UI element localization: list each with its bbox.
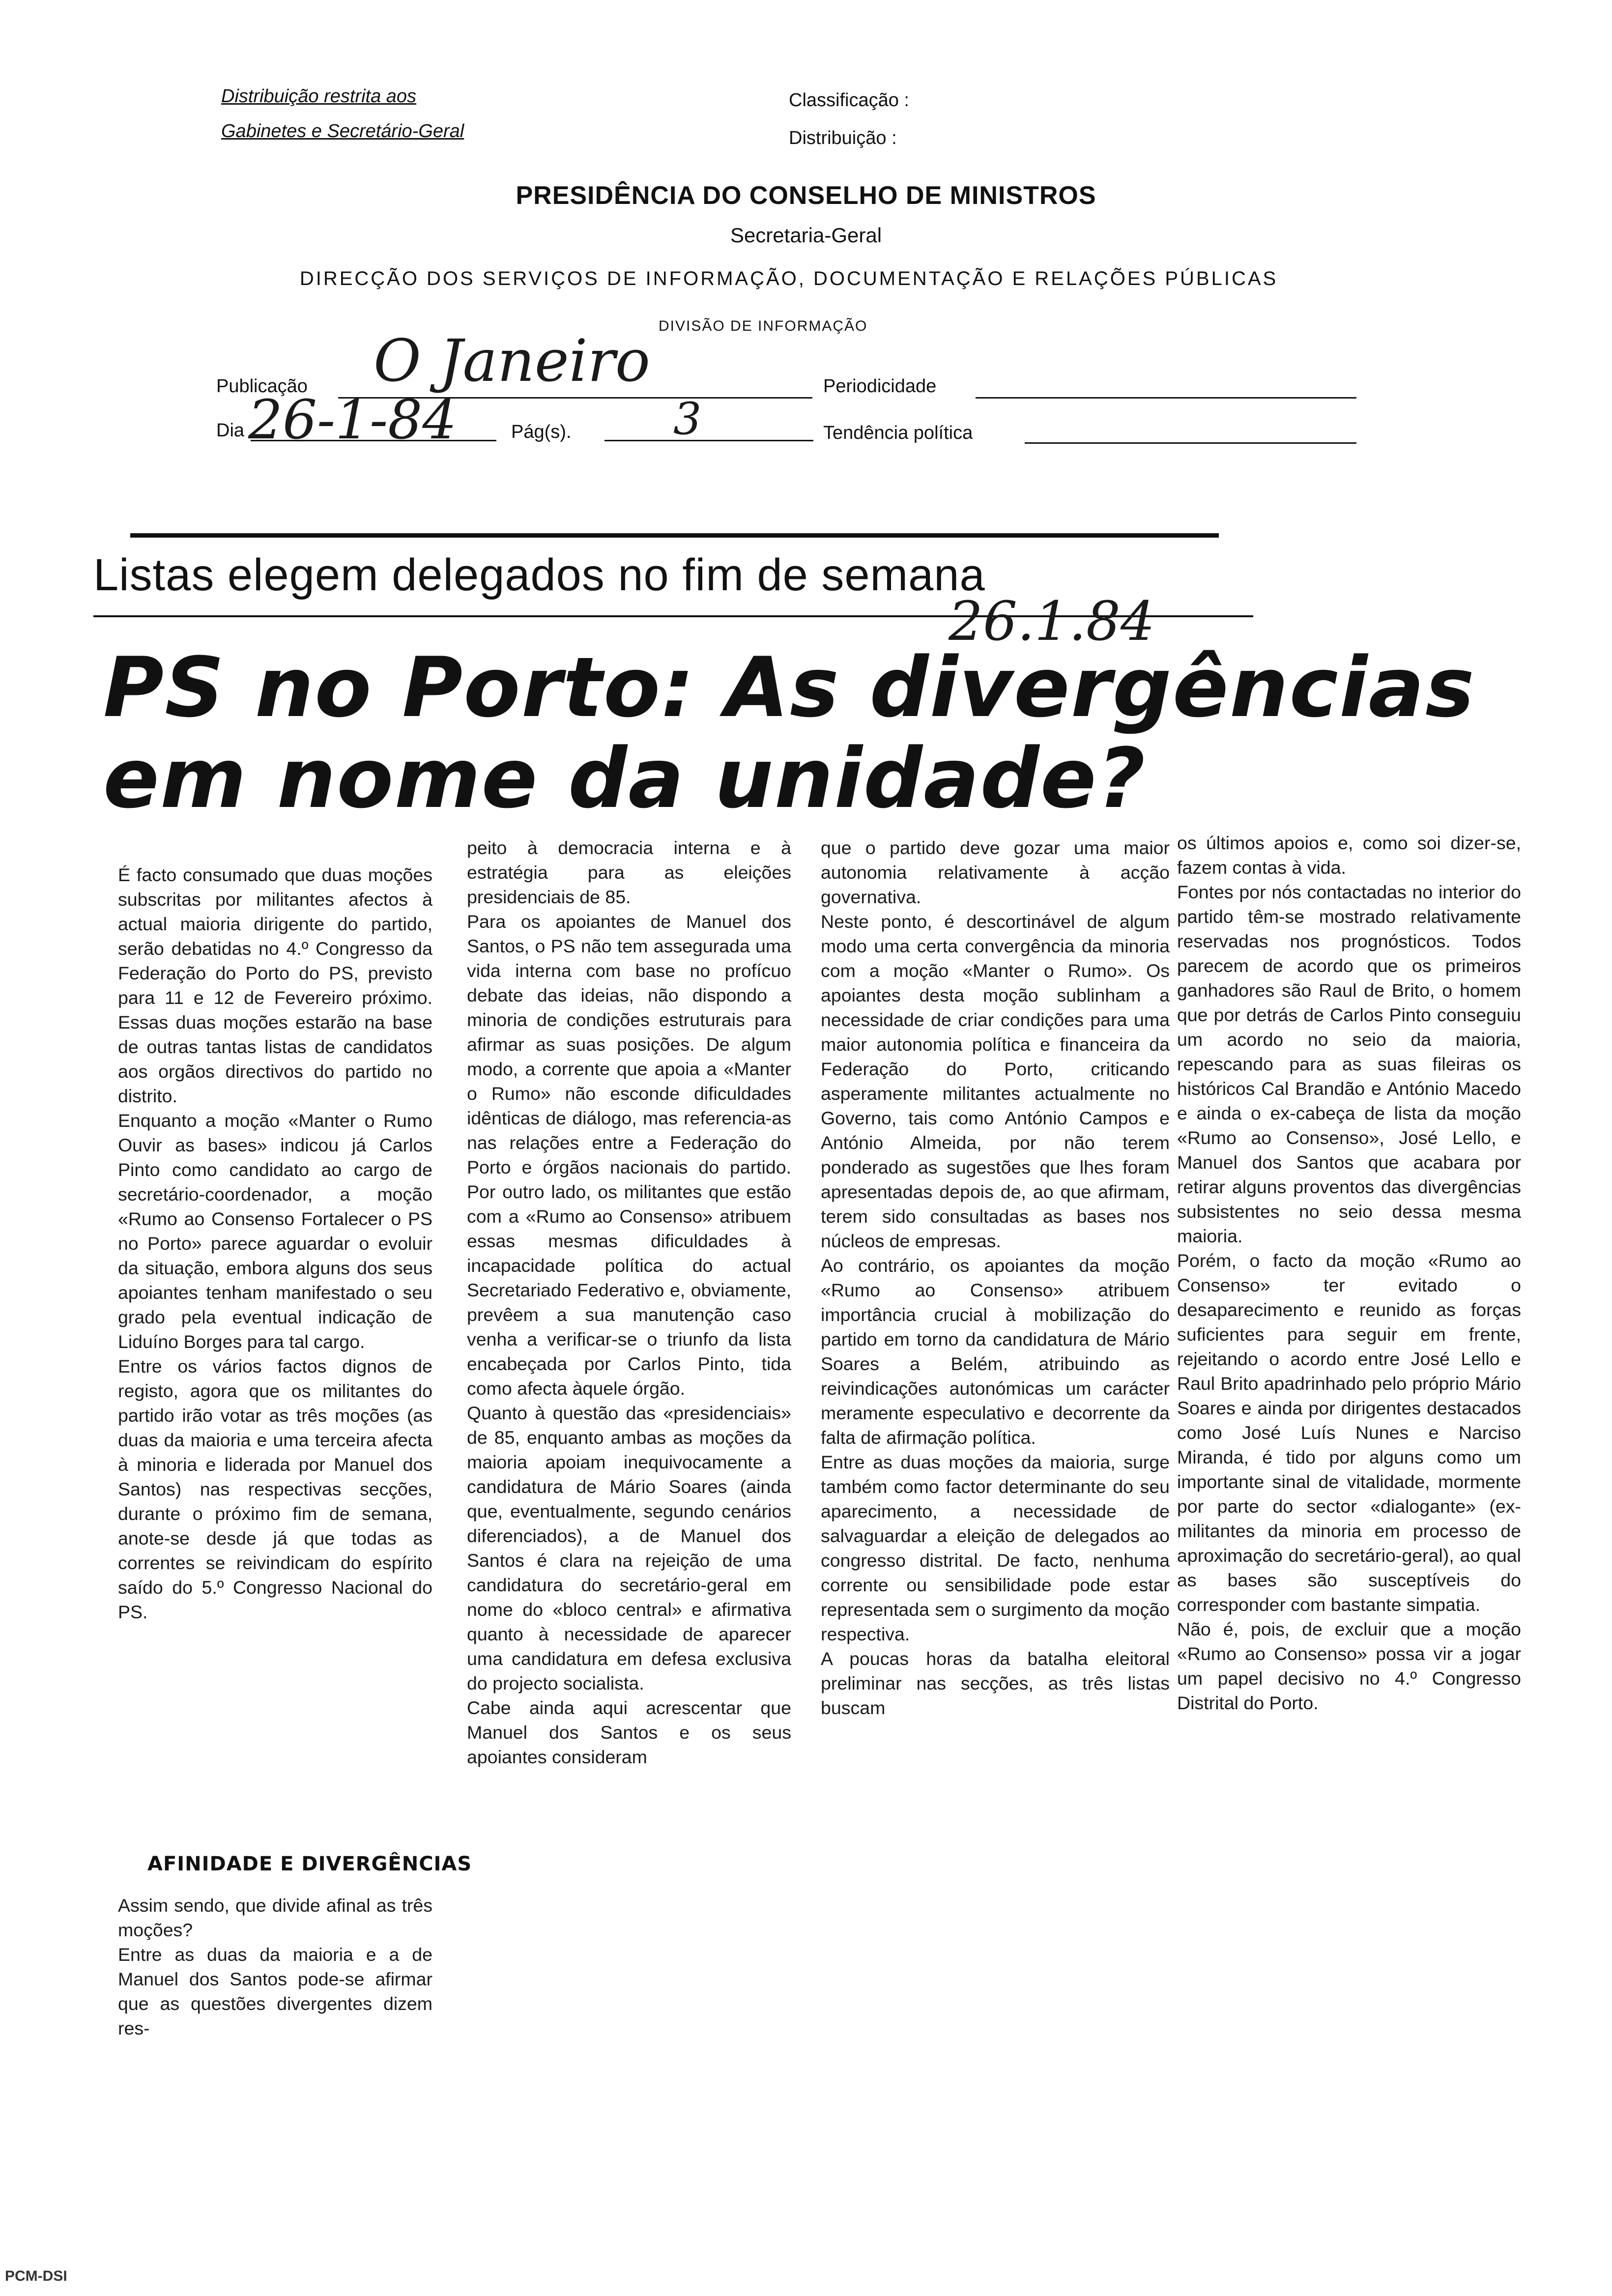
periodicidade-label: Periodicidade (823, 376, 937, 397)
article-column-1: É facto consumado que duas moções subscritas por militantes afectos à actual maioria dirigente do partido, serão debatidas no 4.º Congresso da Federação do Porto do PS, previsto para 11 e 12 de Fevereiro próximo. Essas duas moções estarão na base de outras tantas listas de candidatos aos orgãos directivos do partido no distrito. Enquanto a moção «Manter o Rumo Ouvir as bases» indicou já Carlos Pinto como candidato ao cargo de secretário-coordenador, a moção «Rumo ao Consenso Fortalecer o PS no Porto» parece aguardar o evoluir da situação, embora alguns dos seus apoiantes tenham manifestado o seu grado pela eventual indicação de Liduíno Borges para tal cargo. Entre os vários factos dignos de registo, agora que os militantes do partido irão votar as três moções (as duas da maioria e uma terceira afecta à minoria e liderada por Manuel dos Santos) nas respectivas secções, durante o próximo fim de semana, anote-se desde já que todas as correntes se reivindicam do espírito saído do 5.º Congresso Nacional do PS. (118, 864, 432, 1622)
pags-line (604, 440, 813, 441)
pags-handwritten: 3 (673, 393, 702, 445)
article-column-3: que o partido deve gozar uma maior autonomia relativamente à acção governativa. Neste ponto, é descortinável de algum modo uma certa convergência da minoria com a moção «Manter o Rumo». Os apoiantes desta moção sublinham a necessidade de criar condições para uma maior autonomia política e financeira da Federação do Porto, criticando asperamente militantes actualmente no Governo, tais como António Campos e António Almeida, por não terem ponderado as sugestões que lhes foram apresentadas depois de, ao que afirmam, terem sido consultadas as bases nos núcleos de empresas. Ao contrário, os apoiantes da moção «Rumo ao Consenso» atribuem importância crucial à mobilização do partido em torno da candidatura de Mário Soares a Belém, atribuindo as reivindicações autonómicas um carácter meramente especulativo e decorrente da falta de afirmação política. Entre as duas moções da maioria, surge também como factor determinante do seu aparecimento, a necessidade de salvaguardar a eleição de delegados ao congresso distrital. De facto, nenhuma corrente ou sensibilidade pode estar representada sem o surgimento da moção respectiva. A poucas horas da batalha eleitoral preliminar nas secções, as três listas buscam (821, 837, 1170, 1718)
direccao-servicos: DIRECÇÃO DOS SERVIÇOS DE INFORMAÇÃO, DOCUMENTAÇÃO E RELAÇÕES PÚBLICAS (299, 268, 1278, 289)
periodicidade-line (976, 397, 1356, 399)
article-column-2: peito à democracia interna e à estratégia para as eleições presidenciais de 85. Para os apoiantes de Manuel dos Santos, o PS não tem assegurada uma vida interna com base no profícuo debate das ideias, não dispondo a minoria de condições estruturais para afirmar as suas posições. De algum modo, a corrente que apoia a «Manter o Rumo» não esconde dificuldades idênticas de diálogo, mas referencia-as nas relações entre a Federação do Porto e órgãos nacionais do partido. Por outro lado, os militantes que estão com a «Rumo ao Consenso» atribuem essas mesmas dificuldades à incapacidade política do actual Secretariado Federativo e, obviamente, prevêem a sua manutenção caso venha a verificar-se o triunfo da lista encabeçada por Carlos Pinto, tida como afecta àquele órgão. Quanto à questão das «presidenciais» de 85, enquanto ambas as moções da maioria apoiam inequivocamente a candidatura de Mário Soares (ainda que, eventualmente, segundo cenários diferenciados), a de Manuel dos Santos é clara na rejeição de uma candidatura do secretário-geral em nome do «bloco central» e afirmativa quanto à necessidade de aparecer uma candidatura em defesa exclusiva do projecto socialista. Cabe ainda aqui acrescentar que Manuel dos Santos e os seus apoiantes consideram (467, 837, 791, 1767)
tendencia-label: Tendência política (823, 423, 973, 443)
pags-label: Pág(s). (511, 422, 572, 442)
agency-name: PRESIDÊNCIA DO CONSELHO DE MINISTROS (516, 181, 1096, 210)
publicacao-label: Publicação (216, 376, 308, 397)
article-column-1b: Assim sendo, que divide afinal as três moções? Entre as duas da maioria e a de Manuel dos Santos pode-se afirmar que as questões divergentes dizem res- (118, 1895, 432, 2038)
handwritten-date: 26.1.84 (949, 590, 1155, 653)
headline-line-2: em nome da unidade? (103, 730, 1147, 827)
article-subhead: AFINIDADE E DIVERGÊNCIAS (147, 1853, 472, 1875)
article-column-4: os últimos apoios e, como soi dizer-se, fazem contas à vida. Fontes por nós contactadas no interior do partido têm-se mostrado relativamente reservadas nos prognósticos. Todos parecem de acordo que os primeiros ganhadores são Raul de Brito, o homem que por detrás de Carlos Pinto conseguiu um acordo no seio da maioria, repescando para as suas fileiras os históricos Cal Brandão e António Macedo e ainda o ex-cabeça de lista da moção «Rumo ao Consenso», José Lello, e Manuel dos Santos que acabara por retirar alguns proventos das divergências subsistentes no seio dessa mesma maioria. Porém, o facto da moção «Rumo ao Consenso» ter evitado o desaparecimento e reunido as forças suficientes para seguir em frente, rejeitando o acordo entre José Lello e Raul Brito apadrinhado pelo próprio Mário Soares e ainda por dirigentes destacados como José Luís Nunes e Narciso Miranda, é tido por alguns como um importante sinal de vitalidade, mormente por parte do sector «dialogante» (ex-militantes da minoria em processo de aproximação do secretário-geral), ao qual as bases são susceptíveis do corresponder com bastante simpatia. Não é, pois, de excluir que a moção «Rumo ao Consenso» possa vir a jogar um papel decisivo no 4.º Congresso Distrital do Porto. (1177, 832, 1521, 1713)
headline-line-1: PS no Porto: As divergências (103, 639, 1475, 736)
footer-mark: PCM-DSI (5, 2268, 67, 2284)
classificacao-label: Classificação : (789, 90, 909, 111)
dia-label: Dia (216, 420, 245, 441)
restricted-line-1: Distribuição restrita aos (221, 86, 417, 107)
distribuicao-label: Distribuição : (789, 128, 897, 148)
publicacao-handwritten: O Janeiro (374, 327, 650, 395)
tendencia-line (1025, 442, 1356, 444)
article-kicker: Listas elegem delegados no fim de semana (93, 550, 985, 600)
secretaria-geral: Secretaria-Geral (730, 224, 882, 247)
divisao-informacao: DIVISÃO DE INFORMAÇÃO (659, 318, 868, 334)
restricted-line-2: Gabinetes e Secretário-Geral (221, 121, 464, 142)
dia-handwritten: 26-1-84 (248, 388, 457, 451)
article-top-rule (130, 533, 1219, 538)
